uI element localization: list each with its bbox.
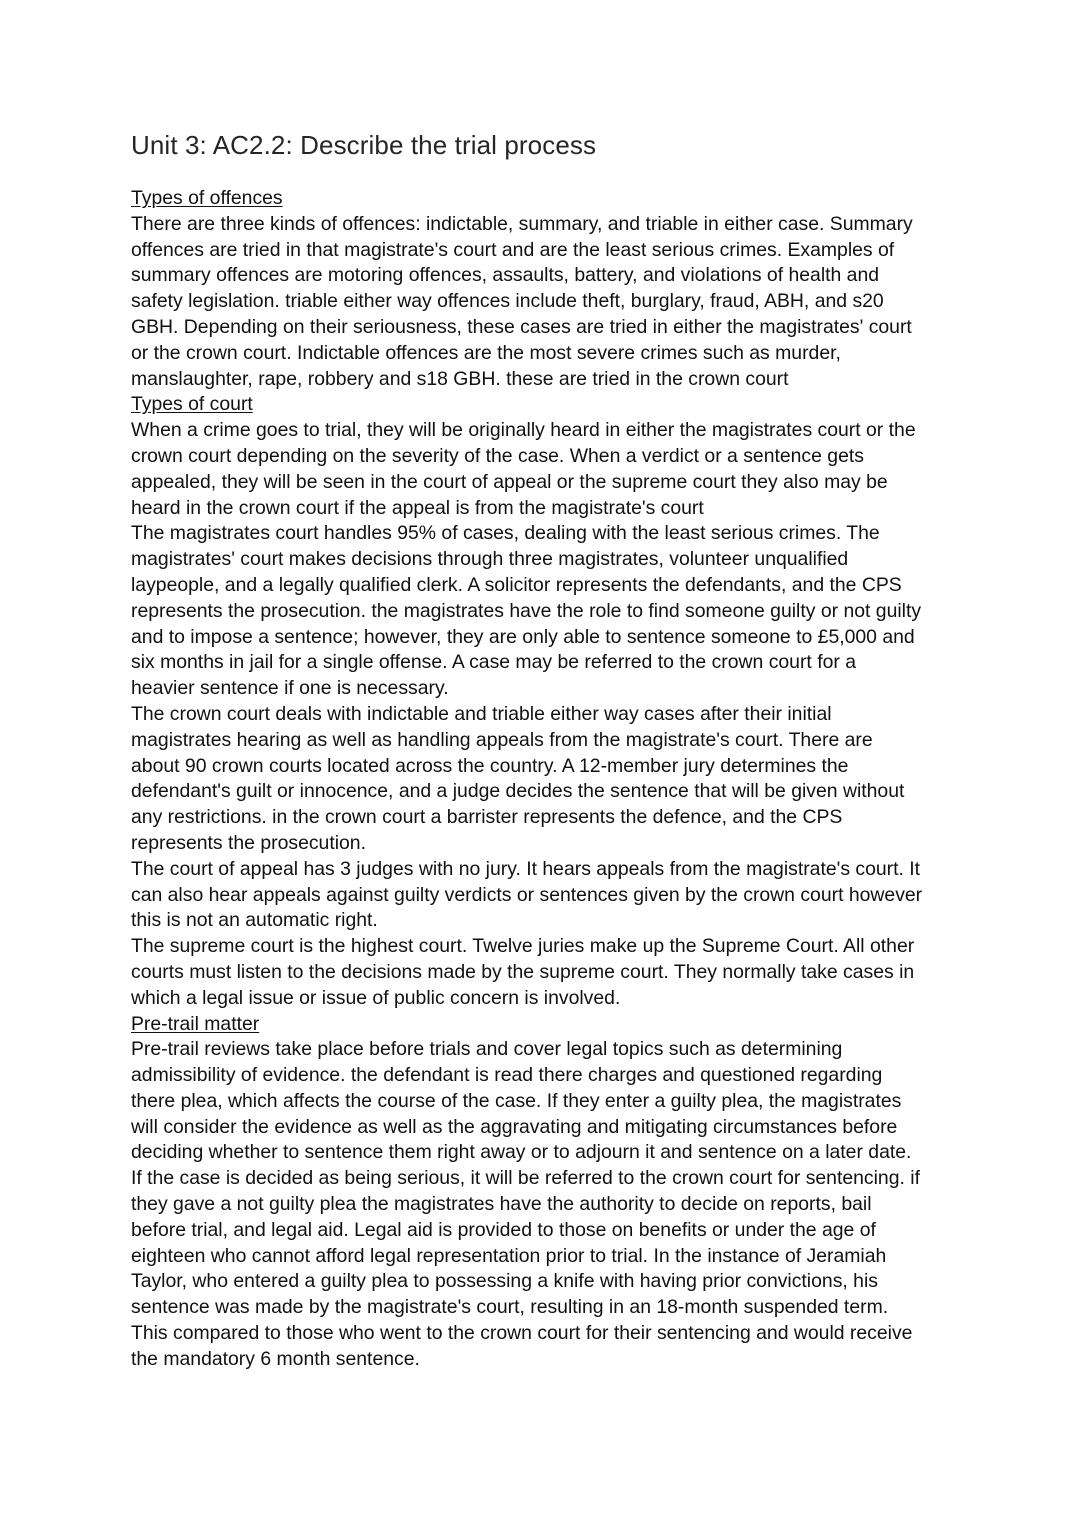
paragraph-line: heard in the crown court if the appeal is from the magistrate's court xyxy=(131,496,704,519)
section-heading: Pre-trail matter xyxy=(131,1012,260,1035)
section-heading: Types of offences xyxy=(131,187,283,209)
paragraph-line: laypeople, and a legally qualified clerk. A solicitor represents the defendants, and the CPS xyxy=(131,573,902,596)
paragraph-line: The supreme court is the highest court. Twelve juries make up the Supreme Court. All other xyxy=(131,935,915,958)
paragraph-line: can also hear appeals against guilty verdicts or sentences given by the crown court however xyxy=(131,883,923,906)
paragraph-line: sentence was made by the magistrate's court, resulting in an 18-month suspended term. xyxy=(131,1296,889,1319)
section-heading: Types of court xyxy=(131,393,253,416)
paragraph-line: six months in jail for a single offense. A case may be referred to the crown court for a xyxy=(131,651,856,674)
paragraph-line: There are three kinds of offences: indictable, summary, and triable in either case. Summary xyxy=(131,212,913,235)
paragraph-line: defendant's guilt or innocence, and a judge decides the sentence that will be given without xyxy=(131,780,905,803)
paragraph-line: Pre-trail reviews take place before trials and cover legal topics such as determining xyxy=(131,1038,843,1061)
paragraph-line: this is not an automatic right. xyxy=(131,909,378,932)
paragraph-line: eighteen who cannot afford legal representation prior to trial. In the instance of Jeramiah xyxy=(131,1244,887,1267)
paragraph-line: there plea, which affects the course of the case. If they enter a guilty plea, the magistrates xyxy=(131,1089,902,1112)
paragraph-line: represents the prosecution. the magistrates have the role to find someone guilty or not guilty xyxy=(131,599,922,622)
paragraph-line: The magistrates court handles 95% of cases, dealing with the least serious crimes. The xyxy=(131,522,880,545)
paragraph-line: Taylor, who entered a guilty plea to possessing a knife with having prior convictions, his xyxy=(131,1270,878,1293)
paragraph-line: manslaughter, rape, robbery and s18 GBH. these are tried in the crown court xyxy=(131,367,789,390)
paragraph-line: summary offences are motoring offences, assaults, battery, and violations of health and xyxy=(131,264,880,287)
paragraph-line: The crown court deals with indictable and triable either way cases after their initial xyxy=(131,702,832,725)
paragraph-line: admissibility of evidence. the defendant is read there charges and questioned regarding xyxy=(131,1064,883,1087)
document-body xyxy=(131,186,971,1373)
paragraph-line: The court of appeal has 3 judges with no jury. It hears appeals from the magistrate's court. It xyxy=(131,857,921,880)
paragraph-line: or the crown court. Indictable offences are the most severe crimes such as murder, xyxy=(131,341,841,364)
paragraph-line: crown court depending on the severity of the case. When a verdict or a sentence gets xyxy=(131,444,864,467)
paragraph-line: and to impose a sentence; however, they are only able to sentence someone to £5,000 and xyxy=(131,625,915,648)
paragraph-line: magistrates' court makes decisions through three magistrates, volunteer unqualified xyxy=(131,548,849,571)
paragraph-line: GBH. Depending on their seriousness, these cases are tried in either the magistrates' court xyxy=(131,315,912,338)
paragraph-line: they gave a not guilty plea the magistrates have the authority to decide on reports, bail xyxy=(131,1193,872,1216)
paragraph-line: before trial, and legal aid. Legal aid is provided to those on benefits or under the age of xyxy=(131,1218,876,1241)
paragraph-line: When a crime goes to trial, they will be originally heard in either the magistrates court or the xyxy=(131,419,916,442)
paragraph-line: any restrictions. in the crown court a barrister represents the defence, and the CPS xyxy=(131,806,843,829)
paragraph-line: This compared to those who went to the crown court for their sentencing and would receive xyxy=(131,1322,913,1345)
paragraph-line: If the case is decided as being serious, it will be referred to the crown court for sentencing. if xyxy=(131,1167,920,1190)
paragraph-line: offences are tried in that magistrate's court and are the least serious crimes. Examples of xyxy=(131,238,895,261)
paragraph-line: appealed, they will be seen in the court of appeal or the supreme court they also may be xyxy=(131,470,888,493)
paragraph-line: deciding whether to sentence them right away or to adjourn it and sentence on a later date. xyxy=(131,1141,912,1164)
paragraph-line: represents the prosecution. xyxy=(131,831,366,854)
paragraph-line: will consider the evidence as well as the aggravating and mitigating circumstances before xyxy=(131,1115,898,1138)
paragraph-line: which a legal issue or issue of public concern is involved. xyxy=(131,986,621,1009)
paragraph-line: magistrates hearing as well as handling appeals from the magistrate's court. There are xyxy=(131,728,873,751)
page-title: Unit 3: AC2.2: Describe the trial process xyxy=(131,130,597,160)
paragraph-line: the mandatory 6 month sentence. xyxy=(131,1347,420,1370)
paragraph-line: about 90 crown courts located across the country. A 12-member jury determines the xyxy=(131,754,849,777)
paragraph-line: safety legislation. triable either way offences include theft, burglary, fraud, ABH, and s20 xyxy=(131,290,884,313)
paragraph-line: courts must listen to the decisions made by the supreme court. They normally take cases in xyxy=(131,960,915,983)
paragraph-line: heavier sentence if one is necessary. xyxy=(131,677,449,700)
